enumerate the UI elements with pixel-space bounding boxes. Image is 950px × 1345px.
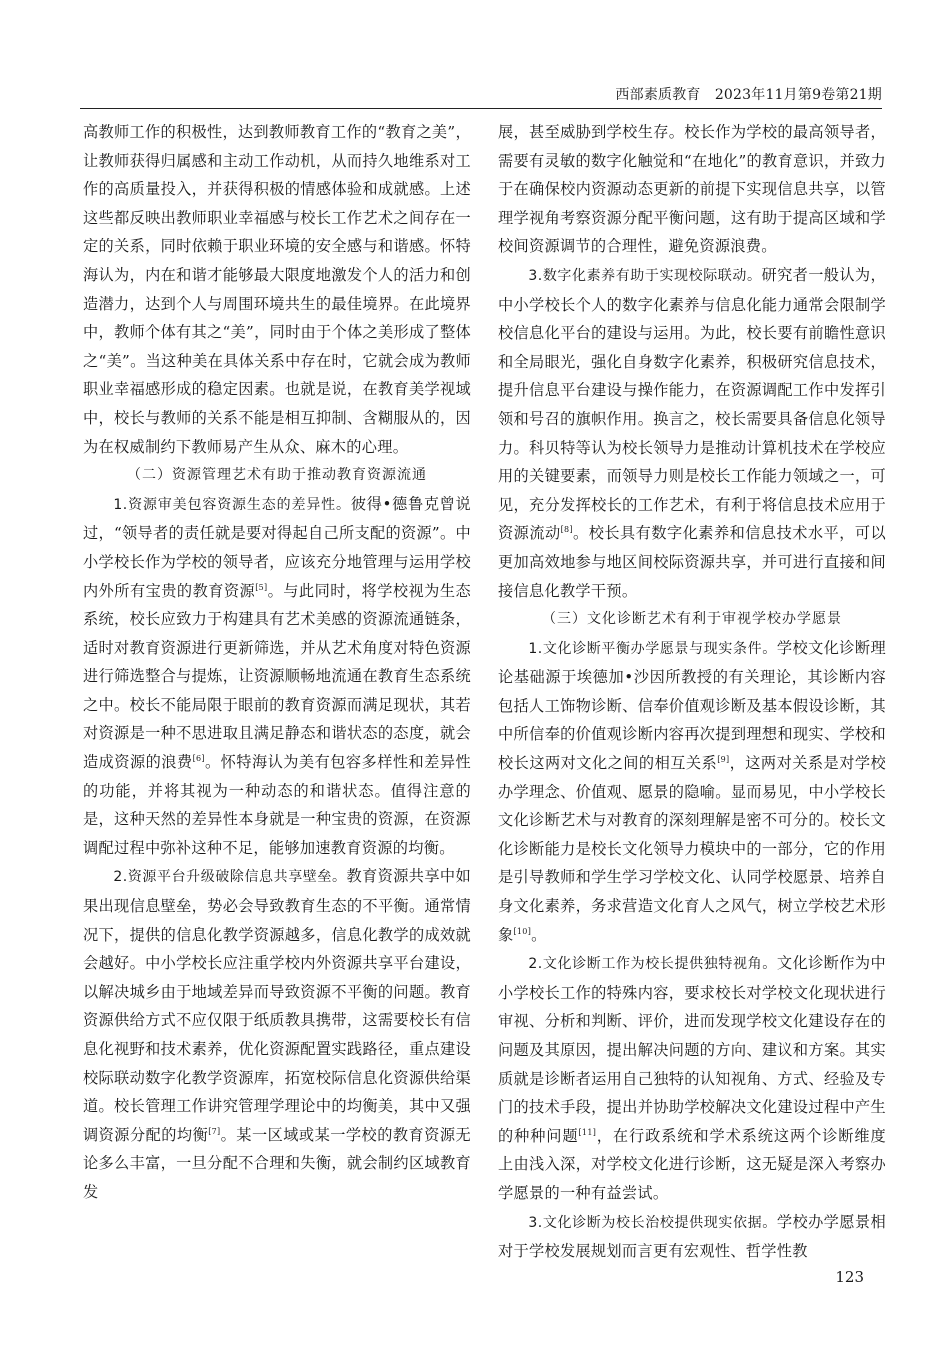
paragraph — [83, 862, 471, 1206]
journal-header-text: 西部素质教育 2023年11月第9卷第21期 — [615, 87, 882, 103]
paragraph-text: 文化诊断作为中小学校长工作的特殊内容，要求校长对学校文化现状进行审视、分析和判断、评价，进而发现学校文化建设存在的问题及其原因，提出解决问题的方向、建议和方案。其实质就是诊断者运用自己独特的认知视角、方式、经验及专门的技术手段，提出并协助学校解决文化建设过程中产生的种种问题 — [498, 954, 886, 1145]
citation-ref: [7] — [208, 1126, 221, 1136]
paragraph-lead: 2.资源平台升级破除信息共享壁垒。 — [113, 869, 347, 886]
paragraph-text: ，这两对关系是对学校办学理念、价值观、愿景的隐喻。显而易见，中小学校长文化诊断艺术与对教育的深刻理解是密不可分的。校长文化诊断能力是校长文化领导力模块中的一部分，它的作用是引导教师和学生学习学校文化、认同学校愿景、培养自身文化素养，务求营造文化育人之风气，树立学校艺术形象 — [498, 754, 887, 944]
paragraph-text: 学校办学愿景相对于学校发展规划而言更有宏观性、哲学性教 — [498, 1212, 886, 1261]
paragraph-lead: 3.文化诊断为校长治校提供现实依据。 — [528, 1214, 777, 1231]
paragraph-text: 。某一区域或某一学校的教育资源无论多么丰富，一旦分配不合理和失衡，就会制约区域教育发 — [83, 1125, 471, 1201]
paragraph-text: 研究者一般认为，中小学校长个人的数字化素养与信息化能力通常会限制学校信息化平台的建设与运用。为此，校长要有前瞻性意识和全局眼光，强化自身数字化素养，积极研究信息技术，提升信息平台建设与操作能力，在资源调配工作中发挥引领和号召的旗帜作用。换言之，校长需要具备信息化领导力。科贝特等认为校长领导力是推动计算机技术在学校应用的关键要素，而领导力则是校长工作能力领域之一，可见，充分发挥校长的工作艺术，有利于将信息技术应用于资源流动 — [498, 265, 886, 543]
paragraph-text: 。 — [531, 925, 547, 944]
paragraph — [498, 634, 886, 950]
paragraph-lead: 1.资源审美包容资源生态的差异性。 — [113, 496, 351, 513]
citation-ref: [5] — [255, 582, 268, 592]
running-header — [80, 84, 882, 109]
paragraph — [498, 261, 886, 605]
paragraph: 展，甚至威胁到学校生存。校长作为学校的最高领导者，需要有灵敏的数字化触觉和“在地化”的教育意识，并致力于在确保校内资源动态更新的前提下实现信息共享，以管理学视角考察资源分配平衡问题，这有助于提高区域和学校间资源调节的合理性，避免资源浪费。 — [498, 123, 886, 256]
paragraph-text: ，在行政系统和学术系统这两个诊断维度上由浅入深，对学校文化进行诊断，这无疑是深入考察办学愿景的一种有益尝试。 — [498, 1126, 886, 1202]
paragraph — [498, 1208, 886, 1266]
section-heading: （三）文化诊断艺术有利于审视学校办学愿景 — [542, 611, 842, 628]
paragraph: 高教师工作的积极性，达到教师教育工作的“教育之美”，让教师获得归属感和主动工作动机，从而持久地维系对工作的高质量投入，并获得积极的情感体验和成就感。上述这些都反映出教师职业幸福感与校长工作艺术之间存在一定的关系，同时依赖于职业环境的安全感与和谐感。怀特海认为，内在和谐才能够最大限度地激发个人的活力和创造潜力，达到个人与周围环境共生的最佳境界。在此境界中，教师个体有其之“美”，同时由于个体之美形成了整体之“美”。当这种美在具体关系中存在时，它就会成为教师职业幸福感形成的稳定因素。也就是说，在教育美学视域中，校长与教师的关系不能是相互抑制、含糊服从的，因为在权威制约下教师易产生从众、麻木的心理。 — [83, 123, 471, 456]
citation-ref: [11] — [578, 1127, 597, 1137]
left-column — [83, 118, 471, 1207]
citation-ref: [10] — [513, 926, 532, 936]
paragraph-lead: 1.文化诊断平衡办学愿景与现实条件。 — [528, 640, 777, 657]
paragraph — [498, 949, 886, 1207]
paragraph-text: 彼得•德鲁克曾说过，“领导者的责任就是要对得起自己所支配的资源”。中小学校长作为学校的领导者，应该充分地管理与运用学校内外所有宝贵的教育资源 — [83, 494, 472, 600]
section-heading: （二）资源管理艺术有助于推动教育资源流通 — [127, 467, 427, 484]
paragraph — [83, 490, 471, 863]
citation-ref: [9] — [717, 755, 730, 764]
paragraph-lead: 3.数字化素养有助于实现校际联动。 — [528, 267, 762, 284]
paragraph-lead: 2.文化诊断工作为校长提供独特视角。 — [528, 956, 777, 973]
citation-ref: [6] — [192, 754, 205, 763]
citation-ref: [8] — [560, 525, 573, 535]
paragraph-text: 。校长具有数字化素养和信息技术水平，可以更加高效地参与地区间校际资源共享，并可进行直接和间接信息化教学干预。 — [498, 524, 887, 600]
right-column — [498, 118, 886, 1266]
paragraph-text: 。与此同时，将学校视为生态系统，校长应致力于构建具有艺术美感的资源流通链条，适时对教育资源进行更新筛选，并从艺术角度对特色资源进行筛选整合与提炼，让资源顺畅地流通在教育生态系统之中。校长不能局限于眼前的教育资源而满足现状，其若对资源是一种不思进取且满足静态和谐状态的态度，就会造成资源的浪费 — [83, 581, 471, 772]
paragraph-text: 学校文化诊断理论基础源于埃德加•沙因所教授的有关理论，其诊断内容包括人工饰物诊断、信奉价值观诊断及基本假设诊断，其中所信奉的价值观诊断内容再次提到理想和现实、学校和校长这两对文化之间的相互关系 — [498, 638, 886, 773]
paragraph-text: 。怀特海认为美有包容多样性和差异性的功能，并将其视为一种动态的和谐状态。值得注意的是，这种天然的差异性本身就是一种宝贵的资源，在资源调配过程中弥补这种不足，能够加速教育资源的均衡。 — [83, 753, 471, 857]
page-number: 123 — [835, 1268, 864, 1286]
paragraph-text: 教育资源共享中如果出现信息壁垒，势必会导致教育生态的不平衡。通常情况下，提供的信息化教学资源越多，信息化教学的成效就会越好。中小学校长应注重学校内外资源共享平台建设，以解决城乡由于地域差异而导致资源不平衡的问题。教育资源供给方式不应仅限于纸质教具携带，这需要校长有信息化视野和技术素养，优化资源配置实践路径，重点建设校际联动数字化教学资源库，拓宽校际信息化资源供给渠道。校长管理工作讲究管理学理论中的均衡美，其中又强调资源分配的均衡 — [83, 867, 471, 1144]
